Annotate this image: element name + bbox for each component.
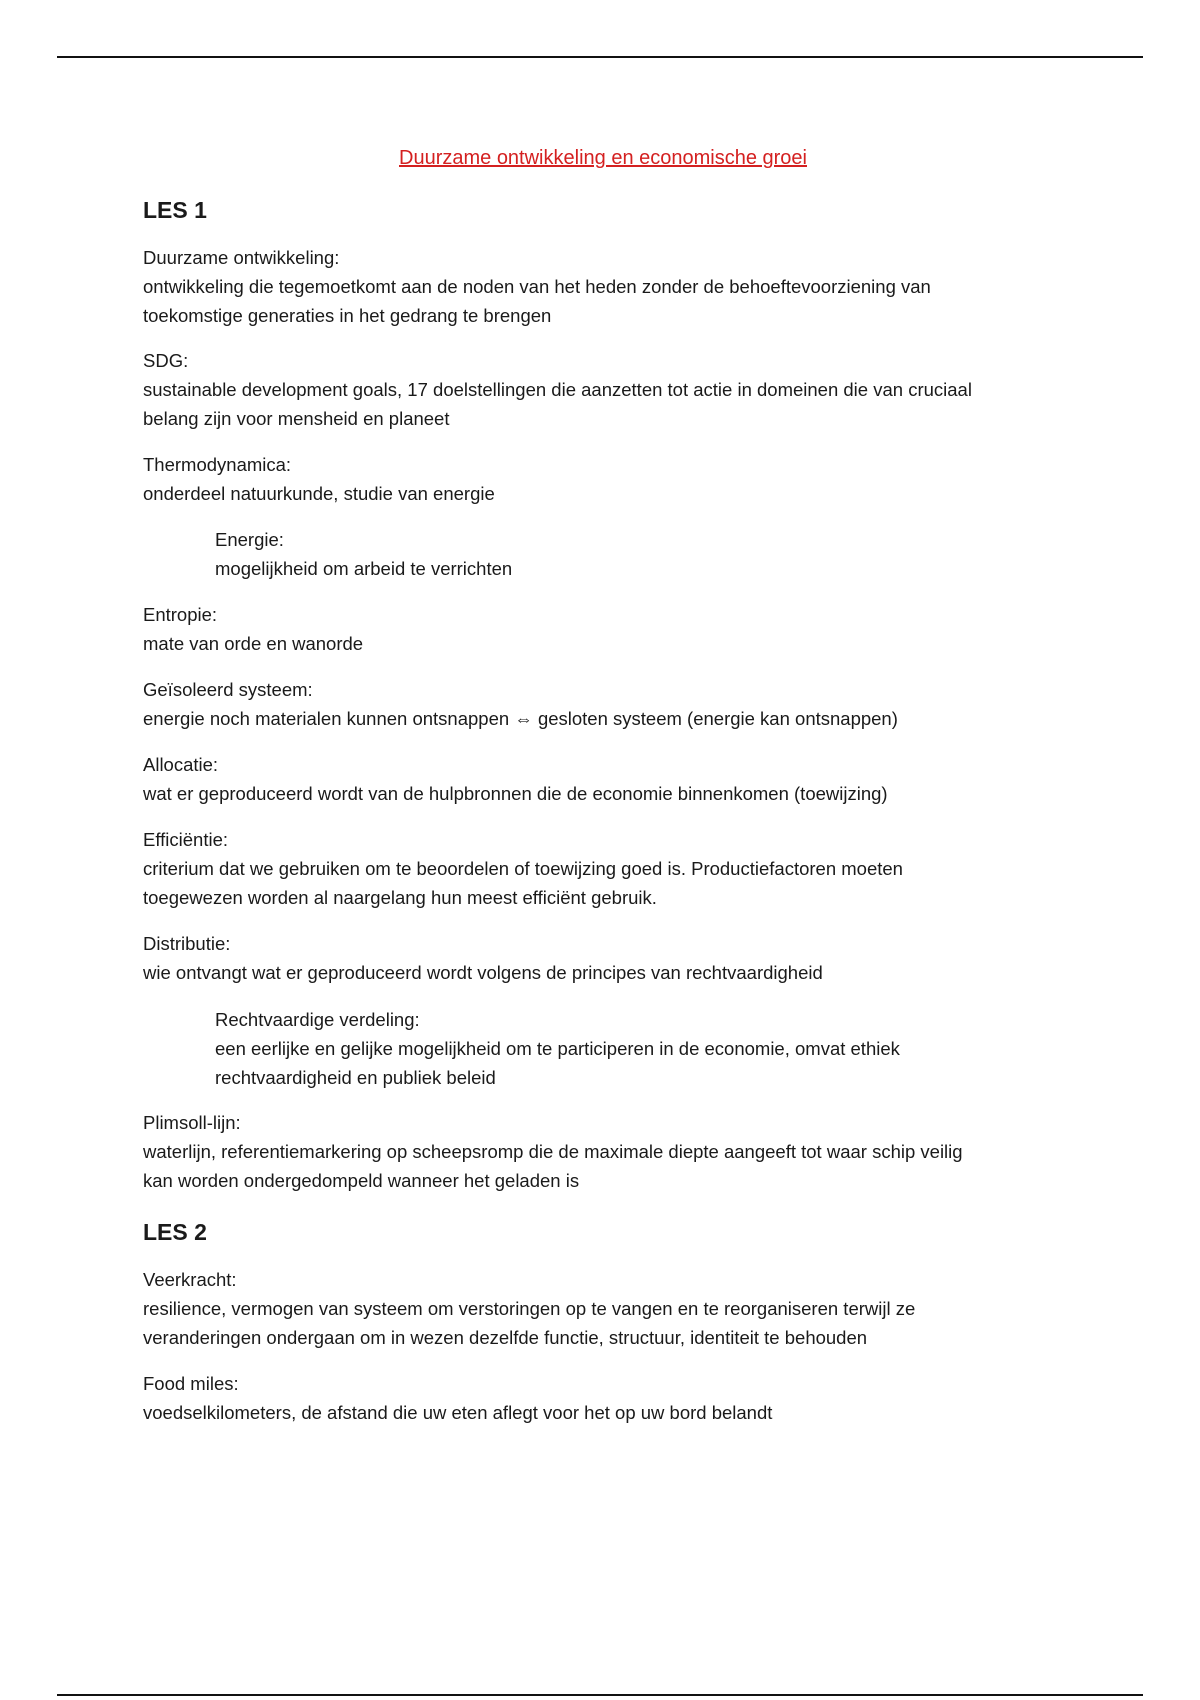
section-heading-les-1: LES 1 [143,197,207,223]
entry-term: Distributie: [143,933,231,954]
entry-definition: ontwikkeling die tegemoetkomt aan de noden van het heden zonder de behoeftevoorziening van toekomstige generaties in het gedrang te brengen [143,276,931,326]
entry-term: SDG: [143,350,189,371]
entry-term: Food miles: [143,1373,239,1394]
entry-energie [215,525,1065,583]
entry-entropie [143,600,1063,658]
entry-food-miles [143,1369,1063,1427]
entry-veerkracht [143,1265,1063,1352]
entry-definition: wat er geproduceerd wordt van de hulpbronnen die de economie binnenkomen (toewijzing) [143,783,888,804]
entry-term: Rechtvaardige verdeling: [215,1009,420,1030]
entry-term: Efficiëntie: [143,829,229,850]
page-top-rule [57,56,1143,58]
entry-definition: een eerlijke en gelijke mogelijkheid om te participeren in de economie, omvat ethiek rechtvaardigheid en publiek beleid [215,1038,900,1088]
entry-term: Geïsoleerd systeem: [143,679,313,700]
entry-term: Plimsoll-lijn: [143,1112,241,1133]
section-heading-les-2: LES 2 [143,1219,207,1245]
entry-definition: waterlijn, referentiemarkering op scheepsromp die de maximale diepte aangeeft tot waar schip veilig kan worden ondergedompeld wanneer het geladen is [143,1141,963,1191]
entry-definition: wie ontvangt wat er geproduceerd wordt volgens de principes van rechtvaardigheid [143,962,823,983]
entry-definition: sustainable development goals, 17 doelstellingen die aanzetten tot actie in domeinen die van cruciaal belang zijn voor mensheid en planeet [143,379,972,429]
entry-sdg [143,346,1063,433]
entry-term: Allocatie: [143,754,219,775]
entry-definition: mogelijkheid om arbeid te verrichten [215,558,513,579]
entry-definition: resilience, vermogen van systeem om verstoringen op te vangen en te reorganiseren terwijl ze veranderingen ondergaan om in wezen dezelfde functie, structuur, identiteit te behouden [143,1298,916,1348]
entry-term: Veerkracht: [143,1269,237,1290]
entry-distributie [143,929,1063,987]
entry-term: Entropie: [143,604,218,625]
entry-definition: energie noch materialen kunnen ontsnappen ⇔ gesloten systeem (energie kan ontsnappen) [143,708,898,729]
entry-allocatie [143,750,1063,808]
entry-definition: criterium dat we gebruiken om te beoordelen of toewijzing goed is. Productiefactoren moeten toegewezen worden al naargelang hun meest efficiënt gebruik. [143,858,903,908]
entry-geisoleerd-systeem [143,675,1063,733]
entry-definition: onderdeel natuurkunde, studie van energie [143,483,495,504]
page-bottom-rule [57,1694,1143,1696]
entry-efficientie [143,825,1063,912]
entry-term: Energie: [215,529,284,550]
document-title: Duurzame ontwikkeling en economische groei [399,147,807,169]
entry-plimsoll-lijn [143,1108,1063,1195]
entry-term: Thermodynamica: [143,454,292,475]
entry-thermodynamica [143,450,1063,508]
entry-definition: voedselkilometers, de afstand die uw eten aflegt voor het op uw bord belandt [143,1402,773,1423]
entry-rechtvaardige-verdeling [215,1005,1065,1092]
entry-term: Duurzame ontwikkeling: [143,247,340,268]
entry-definition: mate van orde en wanorde [143,633,364,654]
entry-duurzame-ontwikkeling [143,243,1063,330]
